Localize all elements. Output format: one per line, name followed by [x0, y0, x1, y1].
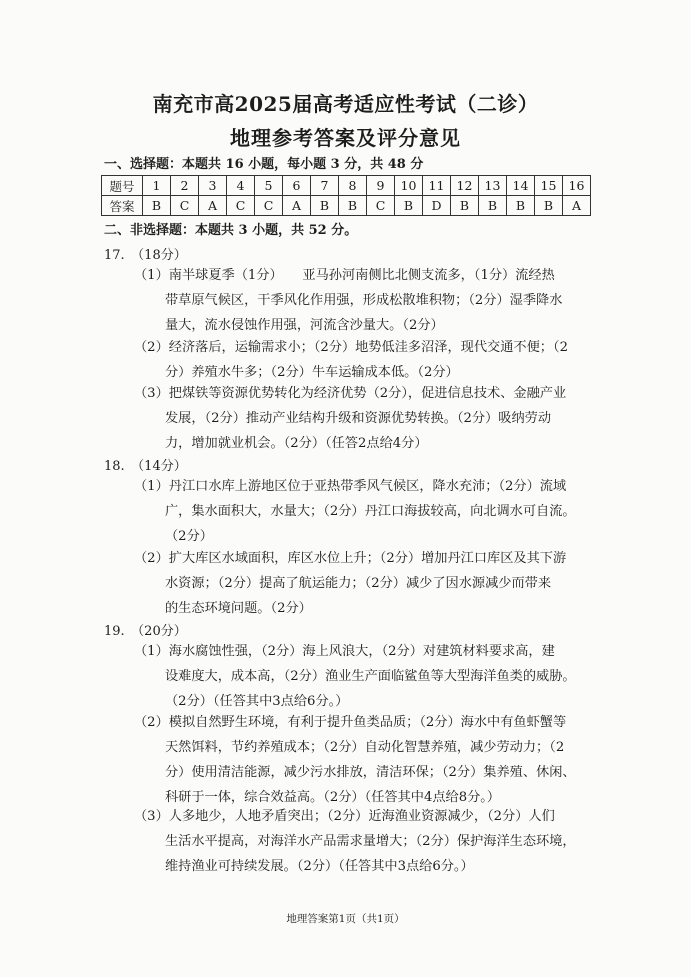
answer-line: （2）经济落后，运输需求小；（2分）地势低洼多沼泽，现代交通不便；（2	[134, 340, 568, 355]
answer-cell: D	[423, 196, 451, 216]
question-number: 14	[507, 176, 535, 196]
answer-line: （2）扩大库区水域面积，库区水位上升；（2分）增加丹江口库区及其下游	[134, 551, 567, 566]
question-number: 9	[367, 176, 395, 196]
answer-line: 的生态环境问题。（2分）	[165, 601, 312, 616]
answer-cell: B	[311, 196, 339, 216]
answer-line: 设难度大，成本高，（2分）渔业生产面临鲨鱼等大型海洋鱼类的威胁。	[165, 669, 576, 684]
answer-line: 水资源；（2分）提高了航运能力；（2分）减少了因水源减少而带来	[165, 576, 552, 591]
answer-cell: B	[143, 196, 171, 216]
answer-line: 力，增加就业机会。（2分）（任答2点给4分）	[165, 436, 428, 451]
row-label-number: 题号	[102, 176, 143, 196]
question-number: 6	[283, 176, 311, 196]
question-number: 16	[563, 176, 591, 196]
answer-line: （3）人多地少，人地矛盾突出；（2分）近海渔业资源减少，（2分）人们	[134, 809, 555, 824]
answer-line: 分）养殖水牛多；（2分）牛车运输成本低。（2分）	[165, 365, 459, 380]
q18-part2	[134, 546, 566, 621]
row-label-answer: 答案	[102, 196, 143, 216]
answer-line: （2）模拟自然野生环境，有利于提升鱼类品质；（2分）海水中有鱼虾蟹等	[134, 715, 567, 730]
q17-part3	[134, 381, 566, 456]
question-number: 3	[199, 176, 227, 196]
question-number: 11	[423, 176, 451, 196]
answer-cell: B	[451, 196, 479, 216]
answer-cell: C	[227, 196, 255, 216]
question-number: 10	[395, 176, 423, 196]
answer-cell: C	[367, 196, 395, 216]
question-number: 8	[339, 176, 367, 196]
answer-line: （1）丹江口水库上游地区位于亚热带季风气候区，降水充沛；（2分）流域	[134, 479, 567, 494]
q19-part3	[134, 804, 576, 879]
section-1-heading: 一、选择题：本题共 16 小题，每小题 3 分，共 48 分	[104, 157, 424, 172]
question-number: 7	[311, 176, 339, 196]
exam-title: 南充市高2025届高考适应性考试（二诊）	[152, 92, 539, 116]
answer-line: 量大，流水侵蚀作用强，河流含沙量大。（2分）	[165, 318, 444, 333]
answer-table	[101, 175, 591, 216]
answer-cell: B	[395, 196, 423, 216]
answer-cell: C	[255, 196, 283, 216]
answer-cell: B	[479, 196, 507, 216]
answer-line: （1）南半球夏季（1分） 亚马孙河南侧比北侧支流多，（1分）流经热	[134, 268, 555, 283]
answer-line: （2分）（任答其中3点给6分。）	[165, 694, 349, 709]
answer-line: 科研于一体，综合效益高。（2分）（任答其中4点给8分。）	[165, 790, 501, 805]
q17-part1	[134, 263, 562, 338]
q19-heading: 19. （20分）	[104, 624, 187, 639]
answer-row	[102, 196, 591, 216]
question-number: 4	[227, 176, 255, 196]
answer-line: 维持渔业可持续发展。（2分）（任答其中3点给6分。）	[165, 859, 474, 874]
q18-heading: 18. （14分）	[104, 459, 187, 474]
answer-line: （2分）	[165, 529, 213, 544]
answer-line: （3）把煤铁等资源优势转化为经济优势（2分），促进信息技术、金融产业	[134, 386, 567, 401]
answer-line: 发展，（2分）推动产业结构升级和资源优势转换。（2分）吸纳劳动	[165, 411, 552, 426]
question-number: 2	[171, 176, 199, 196]
q19-part2	[134, 710, 576, 810]
answer-cell: B	[535, 196, 563, 216]
question-number-row	[102, 176, 591, 196]
answer-cell: B	[339, 196, 367, 216]
question-number: 12	[451, 176, 479, 196]
answer-line: 广，集水面积大，水量大；（2分）丹江口海拔较高，向北调水可自流。	[165, 504, 576, 519]
question-number: 1	[143, 176, 171, 196]
answer-cell: A	[199, 196, 227, 216]
answer-key-subtitle: 地理参考答案及评分意见	[230, 126, 461, 150]
answer-cell: A	[283, 196, 311, 216]
answer-cell: B	[507, 196, 535, 216]
answer-cell: A	[563, 196, 591, 216]
question-number: 5	[255, 176, 283, 196]
question-number: 13	[479, 176, 507, 196]
q17-heading: 17. （18分）	[104, 248, 187, 263]
page-footer: 地理答案第1页（共1页）	[286, 913, 405, 925]
question-number: 15	[535, 176, 563, 196]
q19-part1	[134, 639, 576, 714]
q18-part1	[134, 474, 576, 549]
answer-line: （1）海水腐蚀性强，（2分）海上风浪大，（2分）对建筑材料要求高，建	[134, 644, 555, 659]
answer-line: 带草原气候区，干季风化作用强，形成松散堆积物；（2分）湿季降水	[165, 293, 563, 308]
section-2-heading: 二、非选择题：本题共 3 小题，共 52 分。	[104, 223, 358, 238]
answer-cell: C	[171, 196, 199, 216]
answer-line: 分）使用清洁能源，减少污水排放，清洁环保；（2分）集养殖、休闲、	[165, 765, 576, 780]
q17-part2	[134, 335, 568, 385]
answer-line: 生活水平提高，对海洋水产品需求量增大；（2分）保护海洋生态环境，	[165, 834, 576, 849]
answer-line: 天然饵料，节约养殖成本；（2分）自动化智慧养殖，减少劳动力；（2	[165, 740, 565, 755]
